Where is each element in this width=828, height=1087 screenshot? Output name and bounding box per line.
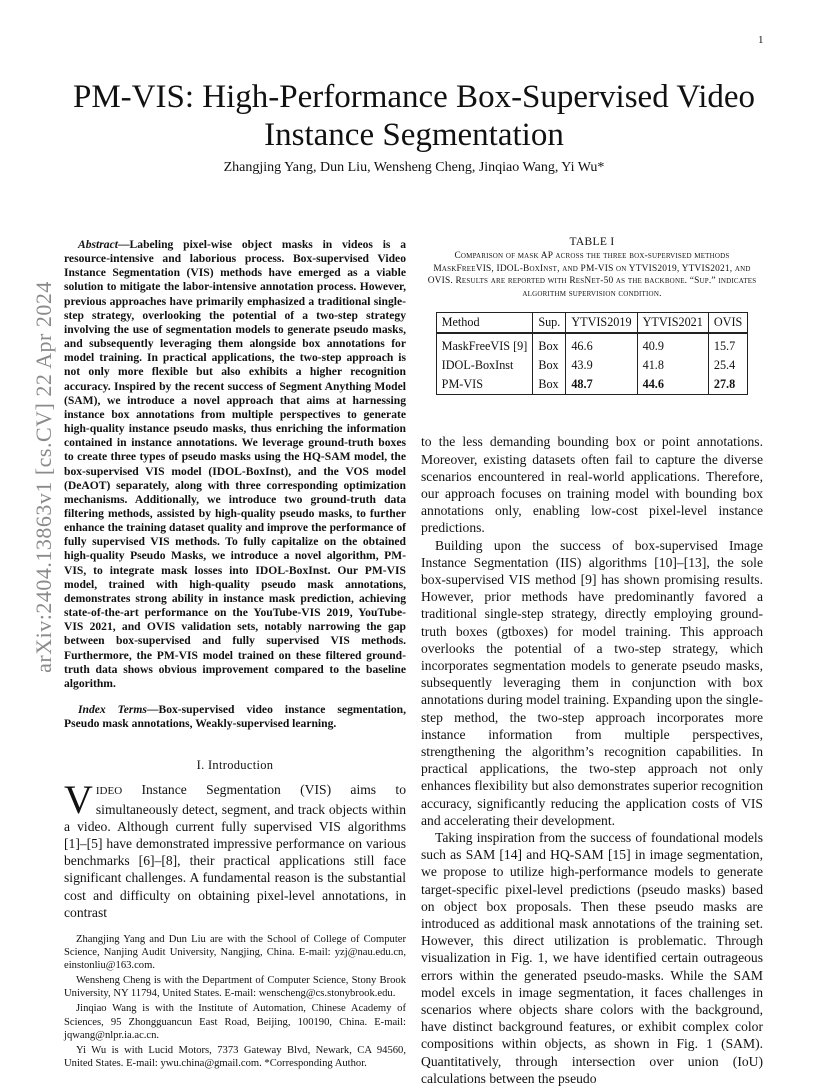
drop-cap: V [64, 777, 93, 823]
footnote: Wensheng Cheng is with the Department of Computer Science, Stony Brook University, NY 11794, United States. E-mail: wenscheng@cs.stonybrook.edu. [64, 975, 406, 1000]
right-body-text [421, 433, 763, 1087]
column-header: YTVIS2019 [566, 313, 637, 334]
table-caption: Comparison of mask AP across the three box-supervised methods MaskFreeVIS, IDOL-BoxInst, and PM-VIS on YTVIS2019, YTVIS2021, and OVIS. Results are reported with ResNet-50 as the backbone. “Sup.” indicates algorithm supervision condition. [427, 251, 757, 299]
table-cell-best: 27.8 [708, 375, 747, 395]
table-cell: 25.4 [708, 356, 747, 375]
table-cell: MaskFreeVIS [9] [436, 333, 533, 356]
footnote: Zhangjing Yang and Dun Liu are with the School of College of Computer Science, Nanjing Audit University, Nangjing, China. E-mail: yzj@nau.edu.cn, einstonliu@163.com. [64, 933, 406, 972]
introduction-paragraph [64, 777, 406, 921]
table-cell: 40.9 [637, 333, 708, 356]
footnotes [64, 933, 406, 1070]
table-cell: IDOL-BoxInst [436, 356, 533, 375]
left-column [64, 238, 406, 1072]
results-table [436, 312, 749, 395]
table-cell: PM-VIS [436, 375, 533, 395]
first-word-smallcaps: IDEO [95, 785, 123, 798]
body-paragraph: Building upon the success of box-supervised Image Instance Segmentation (IIS) algorithms [10]–[13], the sole box-supervised VIS method [9] has shown promising results. However, prior methods have predominantly favored a traditional single-step strategy, directly employing ground-truth boxes (gtboxes) for model training. This approach overlooks the potential of a two-step strategy, which incorporates segmentation models to generate pseudo masks, subsequently leveraging them in conjunction with box annotations during model training. Expanding upon the single-step method, the two-step approach incorporates more instance information from multiple perspectives, strengthening the algorithm’s recognition capabilities. In practical applications, the two-step approach not only enhances flexibility but also demonstrates superior recognition accuracy, significantly reducing the application costs of VIS and accelerating their development. [421, 537, 763, 828]
paper-title: PM-VIS: High-Performance Box-Supervised Video Instance Segmentation [72, 79, 756, 153]
arxiv-identifier: arXiv:2404.13863v1 [cs.CV] 22 Apr 2024 [31, 281, 56, 673]
right-column [421, 236, 763, 1087]
abstract-text: —Labeling pixel-wise object masks in videos is a resource-intensive and laborious process. Box-supervised Video Instance Segmentation (VIS) methods have emerged as a viable solution to mitigate the labor-intensive annotation process. However, previous approaches have primarily emphasized a traditional single-step strategy, overlooking the potential of a two-step strategy involving the use of segmentation models to generate pseudo masks, and subsequently leveraging them alongside box annotations for model training. In practical applications, the two-step approach is not only more flexible but also exhibits a higher recognition accuracy. Inspired by the recent success of Segment Anything Model (SAM), we introduce a novel approach that aims at harnessing instance box annotations from multiple perspectives to generate high-quality instance pseudo masks, thus enriching the information contained in instance annotations. We leverage ground-truth boxes to create three types of pseudo masks using the HQ-SAM model, the box-supervised VIS model (IDOL-BoxInst), and the VOS model (DeAOT) separately, along with three corresponding optimization mechanisms. Additionally, we introduce two ground-truth data filtering methods, assisted by high-quality pseudo masks, to further enhance the training dataset quality and improve the performance of fully supervised VIS methods. To fully capitalize on the obtained high-quality Pseudo Masks, we introduce a novel algorithm, PM-VIS, to integrate mask losses into IDOL-BoxInst. Our PM-VIS model, trained with high-quality pseudo mask annotations, demonstrates strong ability in instance mask prediction, achieving state-of-the-art performance on the YouTube-VIS 2019, YouTube-VIS 2021, and OVIS validation sets, notably narrowing the gap between box-supervised and fully supervised VIS methods. Furthermore, the PM-VIS model trained on these filtered ground-truth data shows obvious improvement compared to the baseline algorithm. [64, 238, 406, 690]
table-cell: 41.8 [637, 356, 708, 375]
index-terms-text: —Box-supervised video instance segmentation, Pseudo mask annotations, Weakly-supervised learning. [64, 703, 406, 731]
table-cell: 46.6 [566, 333, 637, 356]
author-list: Zhangjing Yang, Dun Liu, Wensheng Cheng, Jinqiao Wang, Yi Wu* [223, 160, 605, 175]
index-terms [64, 703, 406, 731]
table-cell: Box [533, 356, 566, 375]
footnote: Jinqiao Wang is with the Institute of Automation, Chinese Academy of Sciences, 95 Zhongguancun East Road, Beijing, 100190, China. E-mail: jqwang@nlpr.ia.ac.cn. [64, 1003, 406, 1041]
page-number: 1 [758, 34, 764, 46]
footnote: Yi Wu is with Lucid Motors, 7373 Gateway Blvd, Newark, CA 94560, United States. E-mail: ywu.china@gmail.com. *Corresponding Author. [64, 1044, 406, 1069]
table-row [436, 333, 748, 356]
table-cell: Box [533, 375, 566, 395]
table-header-row [436, 313, 748, 334]
table-cell: 43.9 [566, 356, 637, 375]
table-row [436, 356, 748, 375]
table-label: TABLE I [569, 236, 615, 248]
body-paragraph: Taking inspiration from the success of foundational models such as SAM [14] and HQ-SAM [15] in image segmentation, we propose to utilize high-performance models to generate target-specific pixel-level predictions (pseudo masks) based on object box proposals. Then these pseudo masks are introduced as additional mask annotations of the training set. However, this direct utilization is problematic. Through visualization in Fig. 1, we have identified certain outrageous errors within the generated pseudo-masks. While the SAM model excels in image segmentation, it faces challenges in scenarios where objects share colors with the background, have distinct background features, or exhibit complex color compositions within objects, as shown in Fig. 1 (SAM). Quantitatively, through intersection over union (IoU) calculations between the pseudo [421, 830, 763, 1086]
column-header: Method [436, 313, 533, 334]
introduction-text: Instance Segmentation (VIS) aims to simultaneously detect, segment, and track objects within a video. Although current fully supervised VIS algorithms [1]–[5] have demonstrated impressive performance on various benchmarks [6]–[8], their practical applications still face significant challenges. A fundamental reason is the substantial cost and difficulty on obtaining pixel-level annotations, in contrast [64, 782, 406, 920]
section-heading: I. Introduction [196, 758, 274, 773]
column-header: YTVIS2021 [637, 313, 708, 334]
index-terms-label: Index Terms [78, 703, 147, 716]
table-cell-best: 48.7 [566, 375, 637, 395]
table-row [436, 375, 748, 395]
abstract [64, 238, 406, 691]
body-paragraph: to the less demanding bounding box or point annotations. Moreover, existing datasets often fail to capture the diverse scenarios encountered in real-world applications. Therefore, our approach focuses on training model with bounding box annotations only, enabling low-cost pixel-level instance predictions. [421, 434, 763, 536]
column-header: OVIS [708, 313, 747, 334]
column-header: Sup. [533, 313, 566, 334]
table-cell: Box [533, 333, 566, 356]
table-cell: 15.7 [708, 333, 747, 356]
table-cell-best: 44.6 [637, 375, 708, 395]
abstract-label: Abstract [78, 238, 118, 251]
